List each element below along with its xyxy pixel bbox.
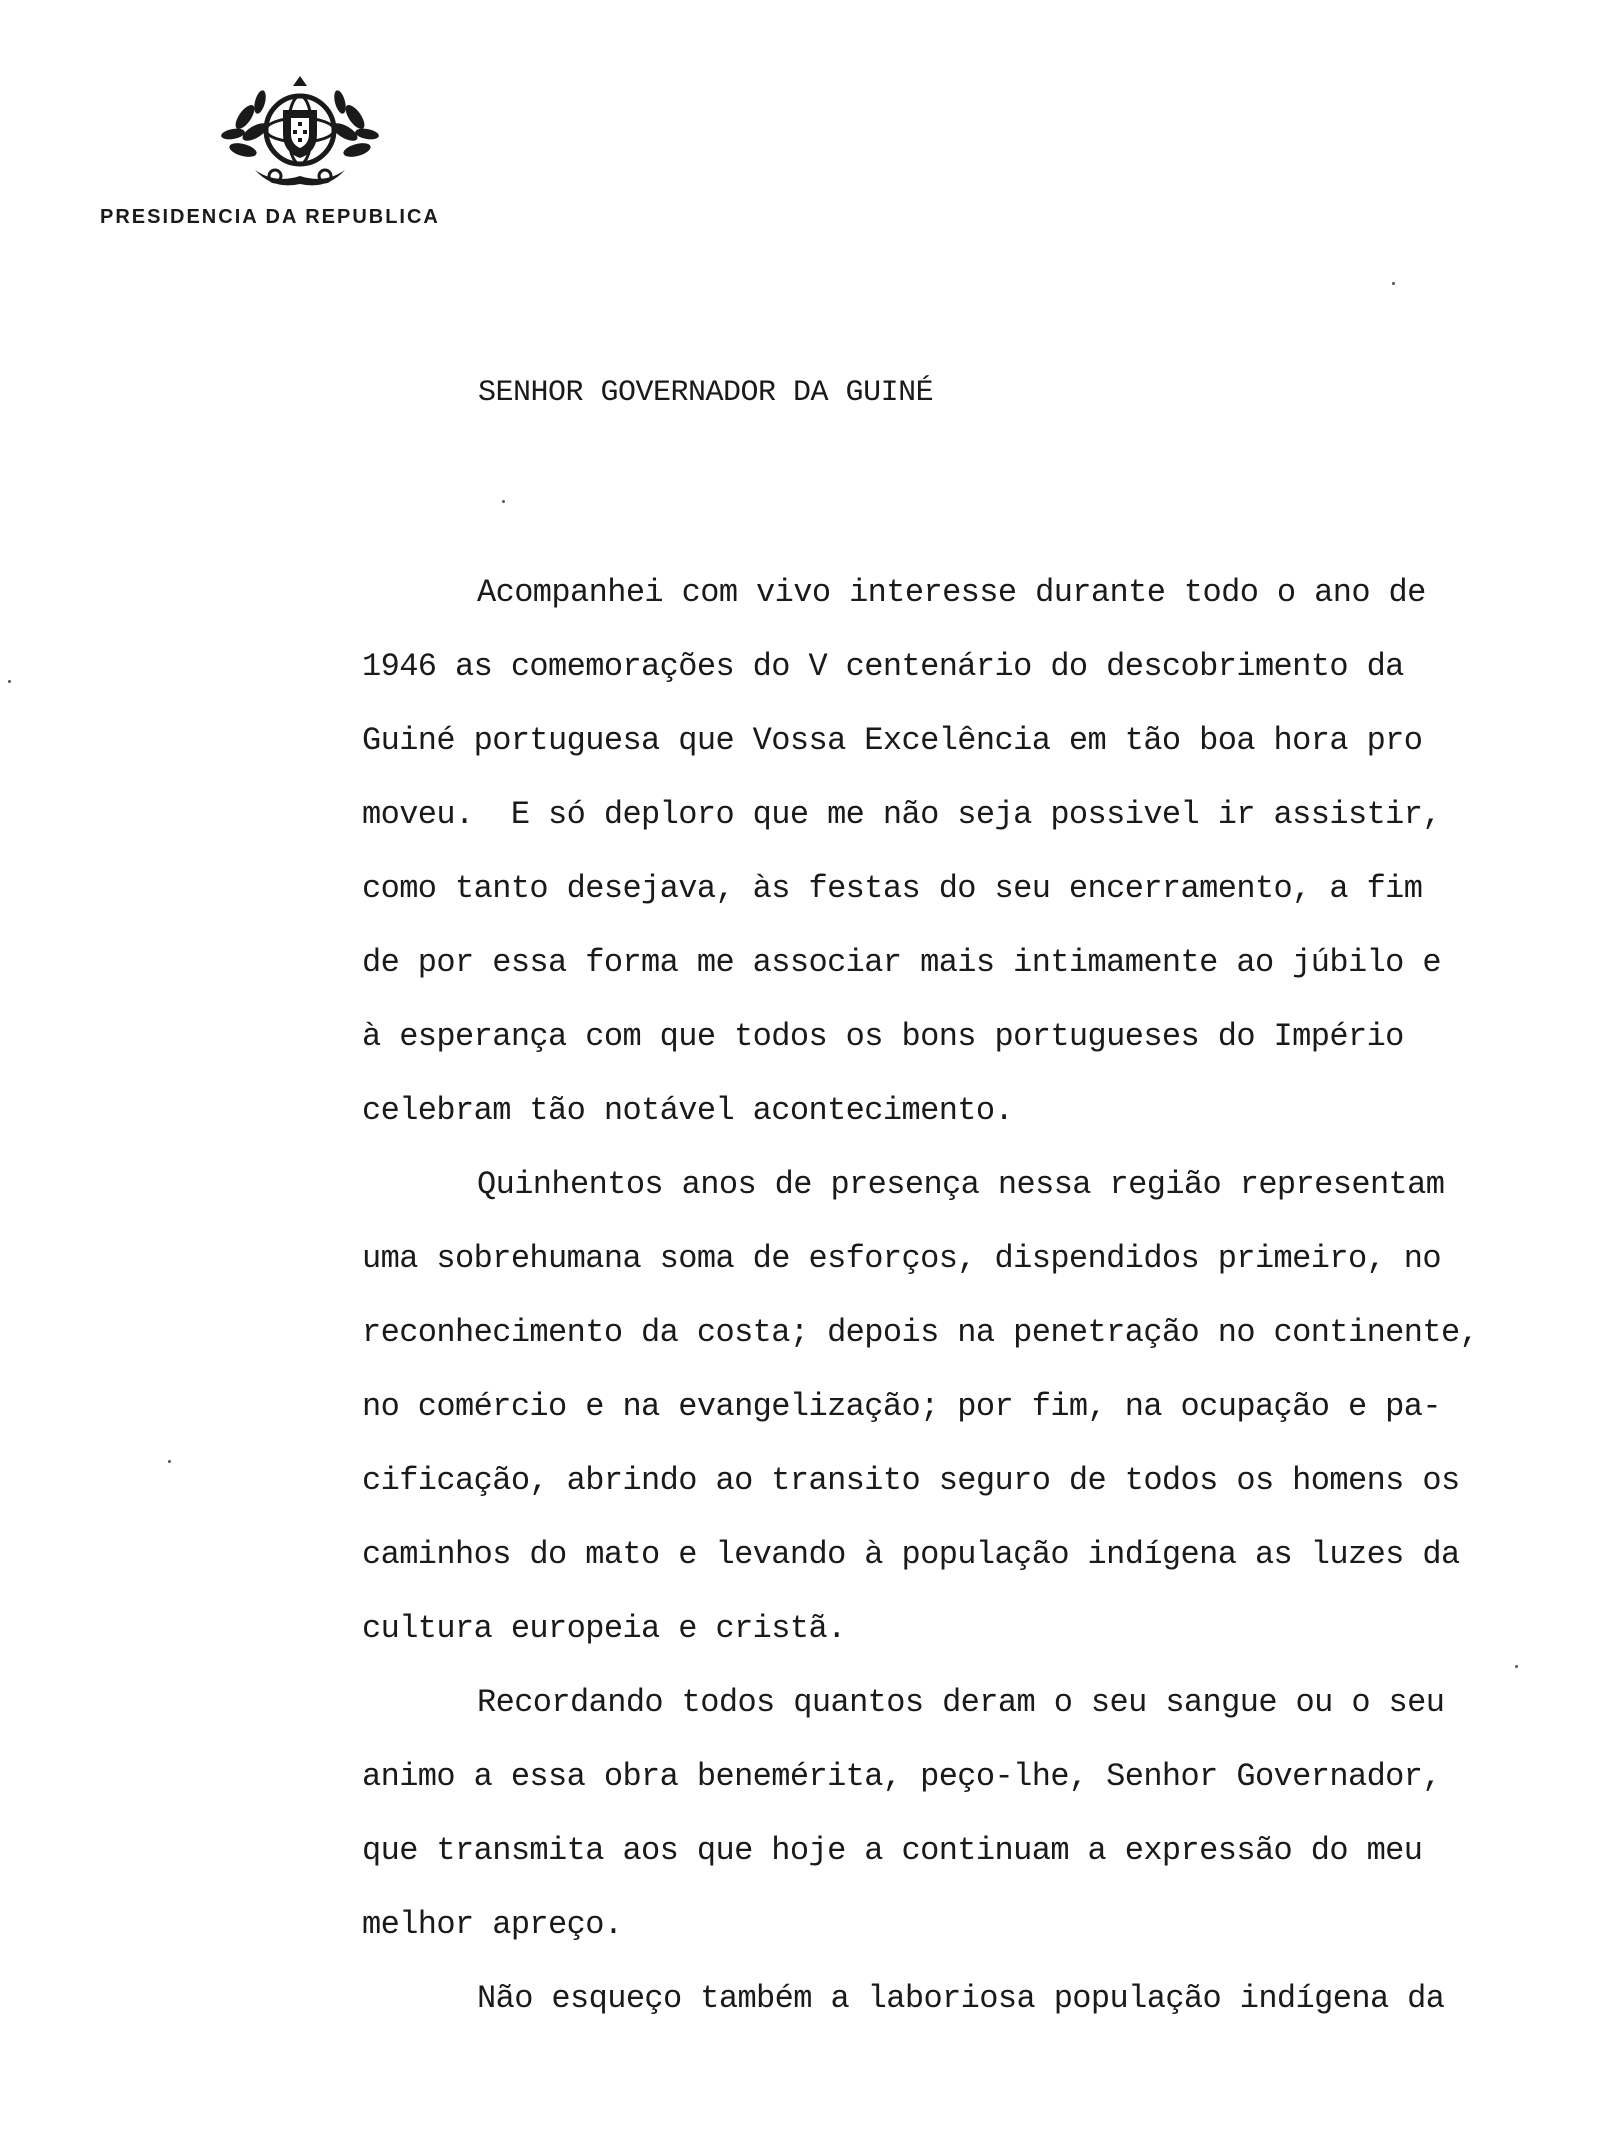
paragraph-1-line-6: de por essa forma me associar mais intimamente ao júbilo e xyxy=(362,944,1441,981)
paragraph-1-line-2: 1946 as comemorações do V centenário do descobrimento da xyxy=(362,648,1404,685)
paragraph-1-line-3: Guiné portuguesa que Vossa Excelência em tão boa hora pro xyxy=(362,722,1423,759)
paragraph-2-line-3: reconhecimento da costa; depois na penetração no continente, xyxy=(362,1314,1479,1351)
scan-speck xyxy=(1392,282,1395,285)
paragraph-2-line-7: cultura europeia e cristã. xyxy=(362,1610,846,1647)
paragraph-1-line-7: à esperança com que todos os bons portugueses do Império xyxy=(362,1018,1404,1055)
institution-name: PRESIDENCIA DA REPUBLICA xyxy=(100,206,440,228)
paragraph-3-line-2: animo a essa obra benemérita, peço-lhe, Senhor Governador, xyxy=(362,1758,1441,1795)
paragraph-2-line-1: Quinhentos anos de presença nessa região representam xyxy=(477,1166,1445,1203)
scan-speck xyxy=(8,680,11,683)
paragraph-1-line-5: como tanto desejava, às festas do seu encerramento, a fim xyxy=(362,870,1423,907)
paragraph-2-line-4: no comércio e na evangelização; por fim, na ocupação e pa- xyxy=(362,1388,1441,1425)
paragraph-2-line-5: cificação, abrindo ao transito seguro de todos os homens os xyxy=(362,1462,1460,1499)
scan-speck xyxy=(1515,1665,1518,1668)
scan-speck xyxy=(168,1460,171,1463)
paragraph-3-line-3: que transmita aos que hoje a continuam a expressão do meu xyxy=(362,1832,1423,1869)
paragraph-1-line-1: Acompanhei com vivo interesse durante todo o ano de xyxy=(477,574,1426,611)
paragraph-3-line-4: melhor apreço. xyxy=(362,1906,623,1943)
paragraph-1-line-4: moveu. E só deploro que me não seja possivel ir assistir, xyxy=(362,796,1441,833)
letter-body xyxy=(362,556,1562,2036)
scan-speck xyxy=(502,500,505,503)
paragraph-4-line-1: Não esqueço também a laboriosa população indígena da xyxy=(477,1980,1445,2017)
paragraph-3-line-1: Recordando todos quantos deram o seu sangue ou o seu xyxy=(477,1684,1445,1721)
portuguese-republic-coat-of-arms-icon xyxy=(215,72,385,192)
paragraph-2-line-2: uma sobrehumana soma de esforços, dispendidos primeiro, no xyxy=(362,1240,1441,1277)
paragraph-2-line-6: caminhos do mato e levando à população indígena as luzes da xyxy=(362,1536,1460,1573)
salutation: SENHOR GOVERNADOR DA GUINÉ xyxy=(478,376,934,410)
paragraph-1-line-8: celebram tão notável acontecimento. xyxy=(362,1092,1014,1129)
letterhead xyxy=(100,72,500,242)
